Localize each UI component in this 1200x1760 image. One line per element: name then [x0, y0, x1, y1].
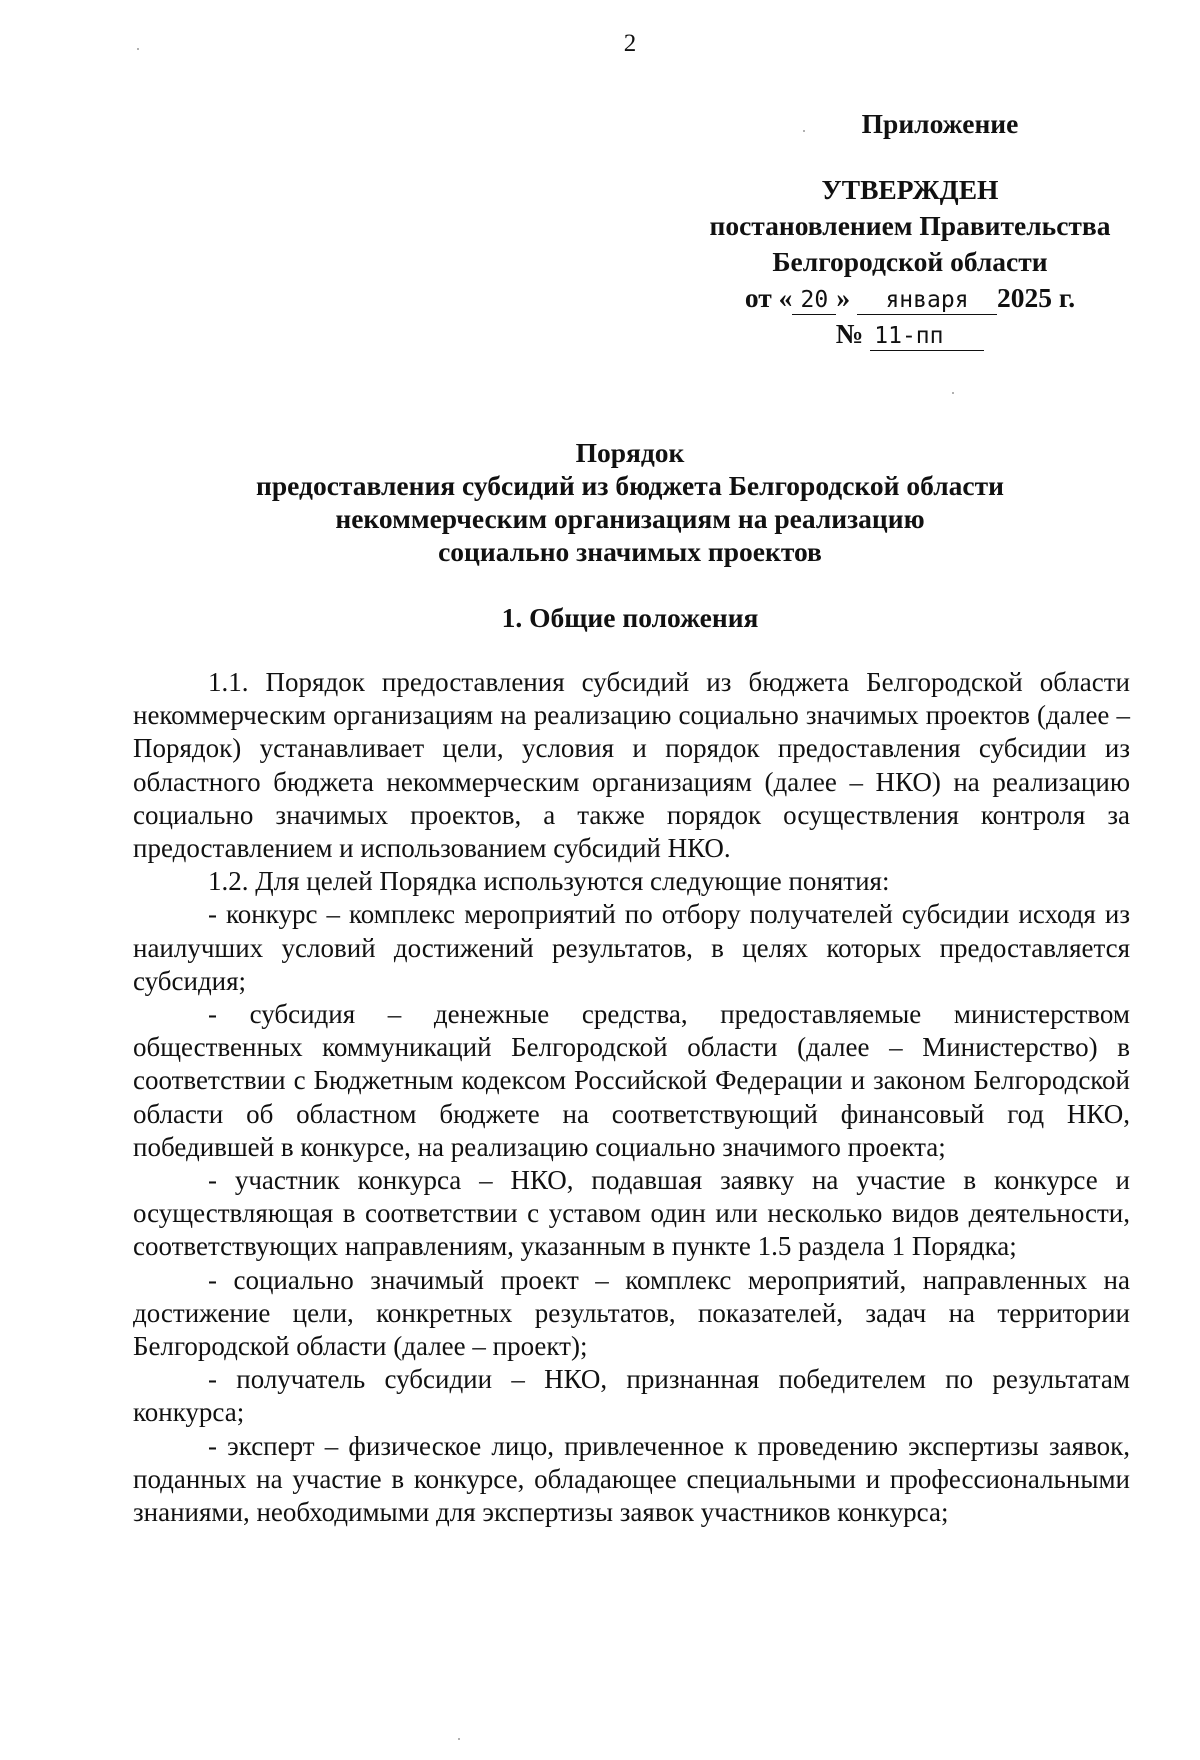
- scan-speck: [458, 1738, 460, 1740]
- appendix-label: Приложение: [861, 108, 1019, 139]
- scan-speck: [803, 130, 805, 132]
- approval-block: [690, 106, 1130, 352]
- document-title: [130, 436, 1130, 568]
- date-year: 2025 г.: [997, 282, 1076, 313]
- definition-project: - социально значимый проект – комплекс мероприятий, направленных на достижение цели, конкретных результатов, показателей, задач на территории Белгородской области (далее – проект);: [133, 1264, 1130, 1362]
- section-body: [133, 666, 1130, 1529]
- title-line-4: социально значимых проектов: [438, 536, 822, 567]
- approved-by-line2: Белгородской области: [772, 246, 1048, 277]
- date-day: 20: [792, 286, 836, 315]
- approved-label: УТВЕРЖДЕН: [821, 174, 999, 205]
- date-month: января: [857, 286, 997, 315]
- approval-number: [690, 316, 1130, 352]
- title-line-3: некоммерческим организациям на реализацию: [335, 503, 925, 534]
- approved-by-line1: постановлением Правительства: [709, 210, 1111, 241]
- scan-speck: [952, 392, 954, 394]
- paragraph-1-1: 1.1. Порядок предоставления субсидий из бюджета Белгородской области некоммерческим организациям на реализацию социально значимых проектов (далее – Порядок) устанавливает цели, условия и порядок предоставления субсидии из областного бюджета некоммерческим организациям (далее – НКО) на реализацию социально значимых проектов, а также порядок осуществления контроля за предоставлением и использованием субсидий НКО.: [133, 667, 1130, 864]
- title-line-2: предоставления субсидий из бюджета Белгородской области: [256, 470, 1004, 501]
- paragraph-1-2: 1.2. Для целей Порядка используются следующие понятия:: [208, 866, 890, 897]
- number-value: 11-пп: [870, 322, 984, 351]
- number-prefix: №: [835, 318, 864, 349]
- definition-subsidy: - субсидия – денежные средства, предоставляемые министерством общественных коммуникаций Белгородской области (далее – Министерство) в соответствии с Бюджетным кодексом Российской Федерации и законом Белгородской области об областном бюджете на соответствующий финансовый год НКО, победившей в конкурсе, на реализацию социально значимого проекта;: [133, 999, 1130, 1162]
- definition-recipient: - получатель субсидии – НКО, признанная победителем по результатам конкурса;: [133, 1364, 1130, 1428]
- page-number: 2: [623, 30, 637, 57]
- date-prefix: от «: [744, 282, 793, 313]
- definition-expert: - эксперт – физическое лицо, привлеченное к проведению экспертизы заявок, поданных на участие в конкурсе, обладающее специальными и профессиональными знаниями, необходимыми для экспертизы заявок участников конкурса;: [133, 1430, 1130, 1528]
- scan-speck: [137, 48, 139, 50]
- approval-date: [690, 280, 1130, 316]
- date-mid: »: [836, 282, 851, 313]
- title-line-1: Порядок: [575, 437, 685, 468]
- definition-participant: - участник конкурса – НКО, подавшая заявку на участие в конкурсе и осуществляющая в соответствии с уставом один или несколько видов деятельности, соответствующих направлениям, указанным в пункте 1.5 раздела 1 Порядка;: [133, 1165, 1130, 1262]
- section-heading: 1. Общие положения: [501, 602, 759, 633]
- definition-contest: - конкурс – комплекс мероприятий по отбору получателей субсидии исходя из наилучших условий достижений результатов, в целях которых предоставляется субсидия;: [133, 899, 1130, 996]
